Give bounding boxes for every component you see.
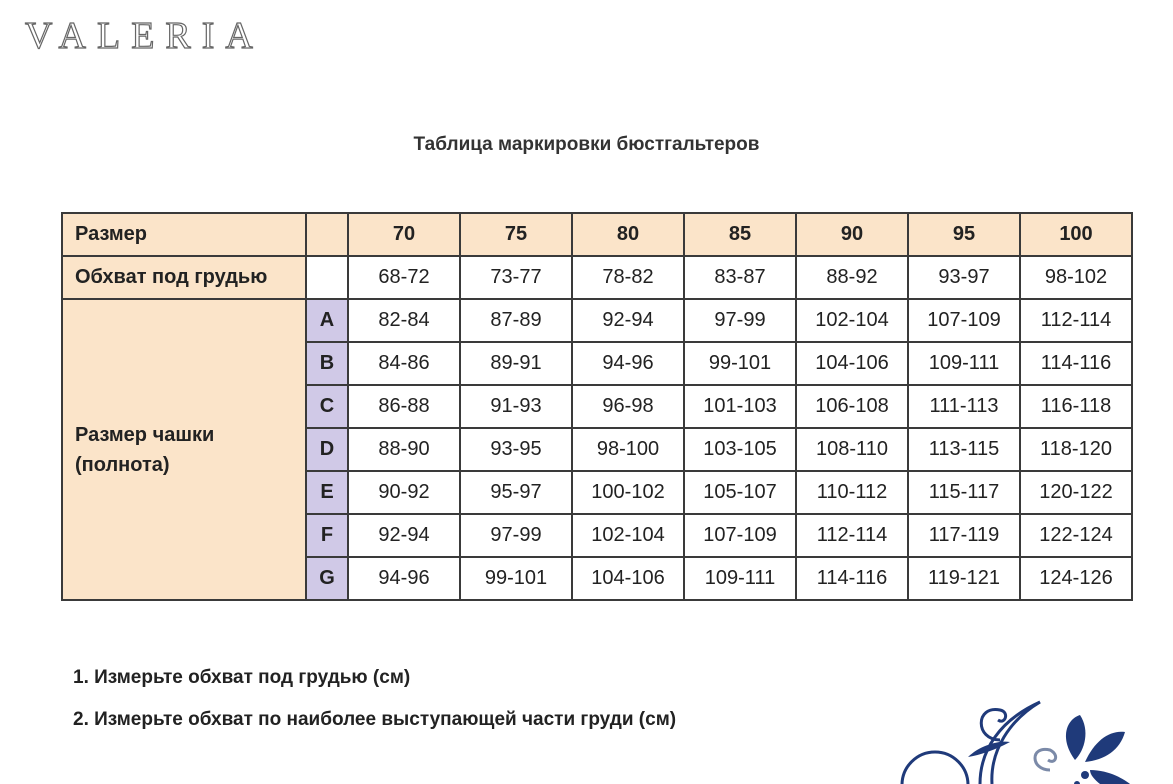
size-header: 90 (796, 213, 908, 256)
bust-cell: 103-105 (684, 428, 796, 471)
bust-cell: 87-89 (460, 299, 572, 342)
bust-cell: 84-86 (348, 342, 460, 385)
note-1: 1. Измерьте обхват под грудью (см) (73, 667, 411, 688)
bust-cell: 124-126 (1020, 557, 1132, 600)
bust-cell: 97-99 (460, 514, 572, 557)
cup-letter: A (306, 299, 348, 342)
underbust-cell: 78-82 (572, 256, 684, 299)
bust-cell: 86-88 (348, 385, 460, 428)
cup-letter: D (306, 428, 348, 471)
page-title: Таблица маркировки бюстгальтеров (413, 134, 760, 155)
bust-cell: 88-90 (348, 428, 460, 471)
underbust-cell: 73-77 (460, 256, 572, 299)
bust-cell: 106-108 (796, 385, 908, 428)
cup-letter: C (306, 385, 348, 428)
underbust-cell: 88-92 (796, 256, 908, 299)
bust-cell: 117-119 (908, 514, 1020, 557)
underbust-label: Обхват под грудью (62, 256, 306, 299)
bust-cell: 114-116 (1020, 342, 1132, 385)
size-header: 80 (572, 213, 684, 256)
bust-cell: 112-114 (796, 514, 908, 557)
bust-cell: 90-92 (348, 471, 460, 514)
bust-cell: 115-117 (908, 471, 1020, 514)
size-row (62, 213, 1132, 256)
empty-cell (306, 256, 348, 299)
underbust-cell: 68-72 (348, 256, 460, 299)
size-header: 85 (684, 213, 796, 256)
bust-cell: 92-94 (572, 299, 684, 342)
bust-cell: 114-116 (796, 557, 908, 600)
bust-cell: 111-113 (908, 385, 1020, 428)
bust-cell: 98-100 (572, 428, 684, 471)
size-header: 100 (1020, 213, 1132, 256)
bust-cell: 120-122 (1020, 471, 1132, 514)
bust-cell: 113-115 (908, 428, 1020, 471)
bust-cell: 122-124 (1020, 514, 1132, 557)
bust-cell: 109-111 (908, 342, 1020, 385)
bust-cell: 108-110 (796, 428, 908, 471)
size-header: 70 (348, 213, 460, 256)
brand-logo: VALERIA (25, 15, 264, 57)
bust-cell: 116-118 (1020, 385, 1132, 428)
bust-cell: 102-104 (796, 299, 908, 342)
bust-cell: 100-102 (572, 471, 684, 514)
bust-cell: 101-103 (684, 385, 796, 428)
cup-letter: E (306, 471, 348, 514)
bust-cell: 109-111 (684, 557, 796, 600)
bust-cell: 99-101 (684, 342, 796, 385)
underbust-row (62, 256, 1132, 299)
bust-cell: 110-112 (796, 471, 908, 514)
cup-letter: F (306, 514, 348, 557)
bust-cell: 99-101 (460, 557, 572, 600)
cup-letter: B (306, 342, 348, 385)
bust-cell: 94-96 (572, 342, 684, 385)
size-header: 75 (460, 213, 572, 256)
bust-cell: 94-96 (348, 557, 460, 600)
cup-label-line1: Размер чашки (75, 423, 215, 446)
bust-cell: 119-121 (908, 557, 1020, 600)
size-table (61, 212, 1133, 601)
bust-cell: 118-120 (1020, 428, 1132, 471)
bust-cell: 91-93 (460, 385, 572, 428)
bust-cell: 92-94 (348, 514, 460, 557)
bust-cell: 104-106 (572, 557, 684, 600)
bust-cell: 96-98 (572, 385, 684, 428)
underbust-cell: 83-87 (684, 256, 796, 299)
floral-ornament-icon (880, 680, 1173, 784)
bust-cell: 89-91 (460, 342, 572, 385)
bust-cell: 105-107 (684, 471, 796, 514)
bust-cell: 93-95 (460, 428, 572, 471)
underbust-cell: 93-97 (908, 256, 1020, 299)
cup-letter: G (306, 557, 348, 600)
bust-cell: 112-114 (1020, 299, 1132, 342)
cup-size-label (62, 299, 306, 600)
cup-label-line2: (полнота) (75, 453, 170, 476)
cup-row (62, 299, 1132, 342)
size-label: Размер (62, 213, 306, 256)
bust-cell: 104-106 (796, 342, 908, 385)
bust-cell: 97-99 (684, 299, 796, 342)
empty-cell (306, 213, 348, 256)
size-header: 95 (908, 213, 1020, 256)
bust-cell: 82-84 (348, 299, 460, 342)
bust-cell: 107-109 (908, 299, 1020, 342)
bust-cell: 95-97 (460, 471, 572, 514)
bust-cell: 102-104 (572, 514, 684, 557)
bust-cell: 107-109 (684, 514, 796, 557)
underbust-cell: 98-102 (1020, 256, 1132, 299)
note-2: 2. Измерьте обхват по наиболее выступающей части груди (см) (73, 709, 677, 730)
